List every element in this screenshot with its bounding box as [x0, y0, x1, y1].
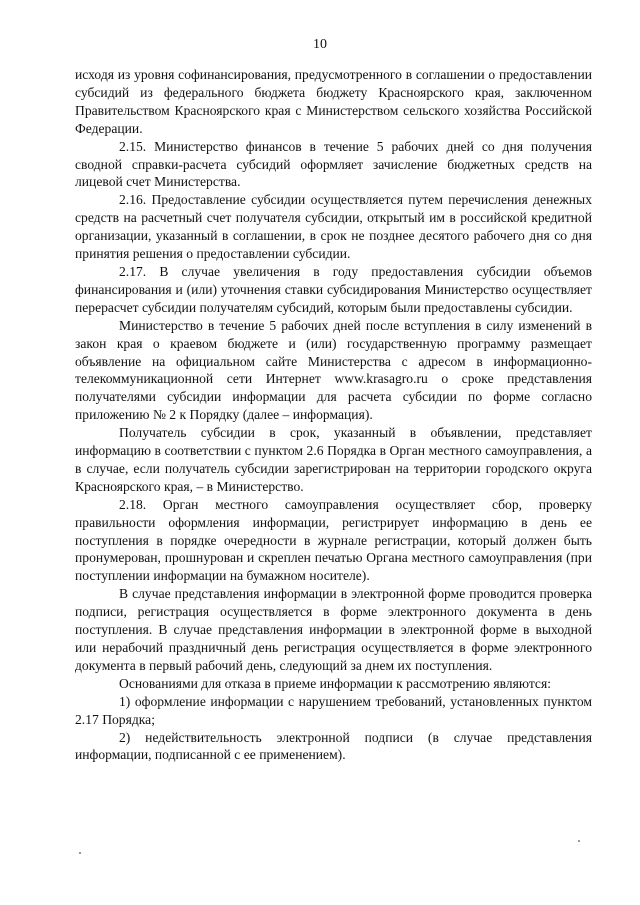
paragraph-recipient-submission: Получатель субсидии в срок, указанный в объявлении, представляет информацию в соответствии с пунктом 2.6 Порядка в Орган местного самоуправления, а в случае, если получатель субсидии зарегистрирован на территории городского округа Красноярского края, – в Министерство. [75, 425, 592, 494]
scan-artifact [79, 852, 81, 854]
scan-artifact [578, 840, 580, 842]
list-item-refusal-2: 2) недействительность электронной подписи (в случае представления информации, подписанной с ее применением). [75, 729, 592, 763]
paragraph-2-17: 2.17. В случае увеличения в году предоставления субсидии объемов финансирования и (или) уточнения ставки субсидирования Министерство осуществляет перерасчет субсидии получателям субсидий, которым были предоставлены субсидии. [75, 263, 592, 315]
paragraph-ministry-announcement: Министерство в течение 5 рабочих дней после вступления в силу изменений в закон края о краевом бюджете и (или) государственную программу размещает объявление на официальном сайте Министерства с адресом в информационно-телекоммуникационной сети Интернет www.krasagro.ru о сроке представления получателями субсидии информации для расчета субсидии по форме согласно приложению № 2 к Порядку (далее – информация). [75, 317, 592, 423]
paragraph-2-16: 2.16. Предоставление субсидии осуществляется путем перечисления денежных средств на расчетный счет получателя субсидии, открытый им в российской кредитной организации, указанный в соглашении, в срок не позднее десятого рабочего дня со дня принятия решения о предоставлении субсидии. [75, 192, 592, 262]
document-body [75, 66, 592, 764]
paragraph-electronic-form: В случае представления информации в электронной форме проводится проверка подписи, регистрация осуществляется в форме электронного документа в день поступления. В случае представления информации в электронной форме в выходной или нерабочий праздничный день регистрация осуществляется в форме электронного документа в первый рабочий день, следующий за днем их поступления. [75, 586, 592, 673]
paragraph-continuation: исходя из уровня софинансирования, предусмотренного в соглашении о предоставлении субсидий из федерального бюджета бюджету Красноярского края, заключенном Правительством Красноярского края с Министерством сельского хозяйства Российской Федерации. [75, 67, 592, 136]
list-item-refusal-1: 1) оформление информации с нарушением требований, установленных пунктом 2.17 Порядка; [75, 693, 592, 727]
paragraph-2-15: 2.15. Министерство финансов в течение 5 рабочих дней со дня получения сводной справки-расчета субсидий оформляет зачисление бюджетных средств на лицевой счет Министерства. [75, 138, 592, 190]
page-number: 10 [313, 37, 327, 52]
paragraph-2-18: 2.18. Орган местного самоуправления осуществляет сбор, проверку правильности оформления информации, регистрирует информацию в день ее поступления в порядке очередности в журнале регистрации, который должен быть пронумерован, прошнурован и скреплен печатью Органа местного самоуправления (при поступлении информации на бумажном носителе). [75, 496, 592, 584]
paragraph-refusal-grounds: Основаниями для отказа в приеме информации к рассмотрению являются: [119, 675, 551, 691]
